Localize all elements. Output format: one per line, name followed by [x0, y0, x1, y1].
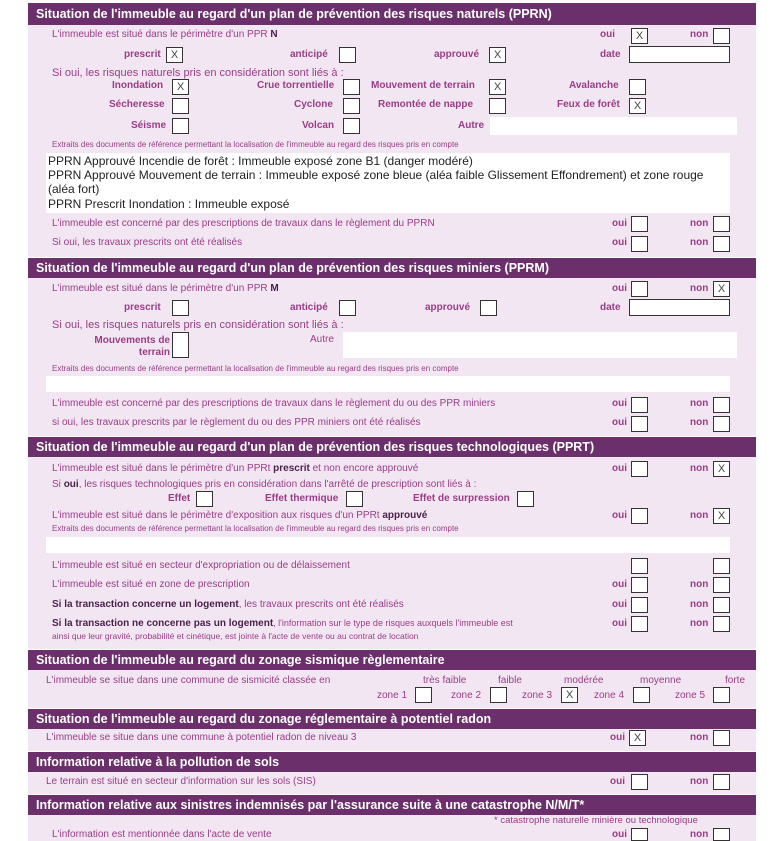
pprn-risk-label: Autre	[458, 120, 485, 131]
sismique-zone-checkbox[interactable]: X	[561, 687, 578, 703]
sinistres-non-label: non	[690, 829, 709, 840]
pprt-oui-label: oui	[612, 463, 627, 474]
pprm-oui-checkbox[interactable]	[631, 281, 648, 297]
pprn-header	[28, 3, 756, 25]
pprn-concerne-oui-checkbox[interactable]	[631, 216, 648, 232]
radon-oui-label: oui	[610, 732, 625, 743]
pprt-pas-logement-oui-label: oui	[612, 618, 627, 629]
pprm-realises-oui-label: oui	[612, 417, 627, 428]
pprm-approuve-checkbox[interactable]	[480, 300, 497, 316]
pprn-risk-checkbox[interactable]: X	[489, 79, 506, 95]
pprt-exposition-oui-label: oui	[612, 510, 627, 521]
pprm-concerne-oui-checkbox[interactable]	[631, 397, 648, 413]
pprn-realises-text: Si oui, les travaux prescrits ont été réalisés	[52, 237, 243, 248]
pprn-risk-label: Sécheresse	[109, 99, 165, 110]
pprt-logement-oui-checkbox[interactable]	[631, 597, 648, 613]
pprn-risk-label: Séisme	[131, 120, 167, 131]
pprm-date-field[interactable]	[629, 299, 730, 316]
pprm-perimetre-m: M	[270, 283, 279, 294]
pprn-risk-checkbox[interactable]: X	[172, 79, 189, 95]
pprt-effet-thermique-checkbox[interactable]	[346, 491, 363, 507]
sismique-level: forte	[725, 675, 746, 686]
pprn-risk-checkbox[interactable]	[172, 118, 189, 134]
pprm-realises-non-checkbox[interactable]	[713, 416, 730, 432]
pprm-concerne-non-checkbox[interactable]	[713, 397, 730, 413]
pprt-pas-logement-non-label: non	[690, 618, 709, 629]
sismique-zone-label: zone 1	[377, 690, 408, 701]
pprt-header	[28, 437, 756, 457]
sismique-zone-checkbox[interactable]	[633, 687, 650, 703]
pprm-extraits-text: Extraits des documents de référence permettant la localisation de l'immeuble au regard des risques pris en compte	[52, 364, 459, 373]
pprm-non-label: non	[690, 283, 709, 294]
pprm-header	[28, 258, 756, 278]
pprn-risk-checkbox[interactable]	[343, 118, 360, 134]
pprn-anticipe-checkbox[interactable]	[339, 47, 356, 63]
pprn-risk-label: Crue torrentielle	[257, 80, 335, 91]
sismique-zone-checkbox[interactable]	[490, 687, 507, 703]
pprn-oui-checkbox[interactable]: X	[631, 28, 648, 44]
pprm-autre-field[interactable]	[343, 332, 737, 358]
pprn-perimetre-text: L'immeuble est situé dans le périmètre d'un PPR N	[52, 29, 278, 40]
pprn-concerne-text: L'immeuble est concerné par des prescriptions de travaux dans le règlement du PPRN	[52, 218, 435, 229]
pprn-autre-field[interactable]	[490, 117, 737, 135]
pprm-prescrit-label: prescrit	[124, 302, 161, 313]
pprn-oui-label: oui	[600, 29, 615, 40]
pprt-exposition-non-checkbox[interactable]: X	[713, 508, 730, 524]
pprt-exposition-non-label: non	[690, 510, 709, 521]
pprt-title: Situation de l'immeuble au regard d'un plan de prévention des risques technologiques (PPRT)	[36, 440, 595, 454]
pprm-autre-label: Autre	[310, 334, 334, 345]
pprn-prescrit-label: prescrit	[124, 49, 161, 60]
pprm-perimetre-text: L'immeuble est situé dans le périmètre d'un PPR M	[52, 283, 279, 294]
sinistres-text: L'information est mentionnée dans l'acte de vente	[52, 829, 272, 840]
sols-oui-label: oui	[610, 776, 625, 787]
pprm-extraits-field[interactable]	[46, 376, 730, 392]
pprt-pas-logement-oui-checkbox[interactable]	[631, 616, 648, 632]
pprt-exposition-text: L'immeuble est situé dans le périmètre d'exposition aux risques d'un PPRt approuvé	[52, 510, 428, 521]
pprn-realises-non-checkbox[interactable]	[713, 236, 730, 252]
sinistres-non-checkbox[interactable]	[713, 828, 730, 841]
pprn-extraits-text: Extraits des documents de référence permettant la localisation de l'immeuble au regard des risques pris en compte	[52, 140, 459, 149]
pprn-note-line: PPRN Approuvé Incendie de forêt : Immeuble exposé zone B1 (danger modéré)	[48, 154, 473, 168]
pprn-risk-checkbox[interactable]	[489, 98, 506, 114]
pprn-approuve-checkbox[interactable]: X	[489, 47, 506, 63]
pprm-si-oui-text: Si oui, les risques naturels pris en considération sont liés à :	[52, 319, 344, 331]
pprm-concerne-oui-label: oui	[612, 398, 627, 409]
pprt-non-label: non	[690, 463, 709, 474]
pprm-title: Situation de l'immeuble au regard d'un plan de prévention des risques miniers (PPRM)	[36, 261, 549, 275]
pprm-anticipe-label: anticipé	[290, 302, 328, 313]
sinistres-oui-checkbox[interactable]	[631, 828, 648, 841]
sinistres-oui-label: oui	[612, 829, 627, 840]
sismique-text: L'immeuble se situe dans une commune de sismicité classée en	[46, 675, 331, 686]
sols-non-label: non	[690, 776, 709, 787]
sinistres-footnote: * catastrophe naturelle minière ou technologique	[494, 815, 698, 826]
pprt-effet-label: Effet	[168, 493, 191, 504]
sinistres-header	[28, 795, 756, 815]
pprn-anticipe-label: anticipé	[290, 49, 328, 60]
pprt-logement-non-label: non	[690, 599, 709, 610]
sols-oui-checkbox[interactable]	[631, 774, 648, 790]
pprn-risk-label: Inondation	[112, 80, 164, 91]
sismique-level: modérée	[564, 675, 604, 686]
pprt-zone-oui-checkbox[interactable]	[631, 577, 648, 593]
sismique-zone-checkbox[interactable]	[415, 687, 432, 703]
pprm-concerne-text: L'immeuble est concerné par des prescriptions de travaux dans le règlement du ou des PPR miniers	[52, 398, 496, 409]
pprm-realises-non-label: non	[690, 417, 709, 428]
pprt-exposition-oui-checkbox[interactable]	[631, 508, 648, 524]
pprt-extraits-field[interactable]	[46, 537, 730, 553]
sismique-title: Situation de l'immeuble au regard du zonage sismique règlementaire	[36, 653, 445, 667]
pprt-perimetre-text: L'immeuble est situé dans le périmètre d'un PPRt prescrit et non encore approuvé	[52, 463, 419, 474]
pprn-risk-label: Volcan	[302, 120, 335, 131]
pprn-risk-label: Remontée de nappe	[378, 99, 474, 110]
radon-text: L'immeuble se situe dans une commune à potentiel radon de niveau 3	[46, 732, 357, 743]
pprm-date-label: date	[600, 302, 621, 313]
pprn-risk-checkbox[interactable]	[343, 79, 360, 95]
pprt-logement-text: Si la transaction concerne un logement, les travaux prescrits ont été réalisés	[52, 599, 404, 610]
pprt-zone-non-checkbox[interactable]	[713, 577, 730, 593]
radon-header	[28, 709, 756, 729]
sols-non-checkbox[interactable]	[713, 774, 730, 790]
pprn-risk-label: Avalanche	[569, 80, 619, 91]
pprn-approuve-label: approuvé	[434, 49, 480, 60]
pprn-risk-checkbox[interactable]	[172, 98, 189, 114]
pprt-pas-logement-text: Si la transaction ne concerne pas un logement, l'information sur le type de risques auxquels l'immeuble est	[52, 618, 513, 629]
sismique-header	[28, 650, 756, 670]
pprt-oui-checkbox[interactable]	[631, 461, 648, 477]
pprn-concerne-non-label: non	[690, 218, 709, 229]
pprn-title: Situation de l'immeuble au regard d'un plan de prévention des risques naturels (PPRN)	[36, 7, 552, 21]
pprt-effet-thermique-label: Effet thermique	[265, 493, 339, 504]
pprm-realises-oui-checkbox[interactable]	[631, 416, 648, 432]
pprn-date-field[interactable]	[629, 46, 730, 63]
pprn-risk-label: Cyclone	[294, 99, 333, 110]
pprt-pas-logement-detail: ainsi que leur gravité, probabilité et cinétique, est jointe à l'acte de vente ou au contrat de location	[52, 631, 419, 641]
pprt-extraits-text: Extraits des documents de référence permettant la localisation de l'immeuble au regard des risques pris en compte	[52, 524, 459, 533]
pprn-note-line: PPRN Approuvé Mouvement de terrain : Immeuble exposé zone bleue (aléa faible Glissement Effondrement) et zone rouge (aléa fort)	[48, 168, 704, 196]
sismique-level: très faible	[423, 675, 467, 686]
pprn-risk-label: Mouvement de terrain	[371, 80, 475, 91]
pprn-realises-oui-label: oui	[612, 237, 627, 248]
pprt-pas-logement-non-checkbox[interactable]	[713, 616, 730, 632]
sols-text: Le terrain est situé en secteur d'information sur les sols (SIS)	[46, 776, 316, 787]
pprn-prescrit-checkbox[interactable]: X	[166, 47, 183, 63]
pprn-realises-non-label: non	[690, 237, 709, 248]
radon-title: Situation de l'immeuble au regard du zonage réglementaire à potentiel radon	[36, 712, 492, 726]
pprn-date-label: date	[600, 49, 621, 60]
pprn-non-checkbox[interactable]	[713, 28, 730, 44]
pprm-mouvements-label: Mouvements de terrain	[94, 335, 170, 358]
sismique-zone-label: zone 4	[594, 690, 625, 701]
radon-non-label: non	[690, 732, 709, 743]
pprn-concerne-oui-label: oui	[612, 218, 627, 229]
pprt-effet-surpression-checkbox[interactable]	[517, 491, 534, 507]
pprn-risk-checkbox[interactable]	[629, 79, 646, 95]
pprn-note-line: PPRN Prescrit Inondation : Immeuble exposé	[48, 197, 290, 211]
pprt-expropriation-oui-checkbox[interactable]	[631, 558, 648, 574]
pprm-non-checkbox[interactable]: X	[713, 281, 730, 297]
pprt-si-oui-text: Si oui, les risques technologiques pris en considération dans l'arrêté de prescription sont liés à :	[52, 479, 477, 490]
pprn-risk-label: Feux de forêt	[557, 99, 620, 110]
sismique-level: faible	[498, 675, 522, 686]
pprn-realises-oui-checkbox[interactable]	[631, 236, 648, 252]
pprn-perimetre-n: N	[270, 29, 278, 40]
pprt-logement-oui-label: oui	[612, 599, 627, 610]
pprm-concerne-non-label: non	[690, 398, 709, 409]
pprn-risk-checkbox[interactable]	[343, 98, 360, 114]
pprt-expropriation-non-checkbox[interactable]	[713, 558, 730, 574]
pprm-prescrit-checkbox[interactable]	[172, 300, 189, 316]
pprt-effet-checkbox[interactable]	[196, 491, 213, 507]
pprn-non-label: non	[690, 29, 709, 40]
pprn-concerne-non-checkbox[interactable]	[713, 216, 730, 232]
pprn-si-oui-text: Si oui, les risques naturels pris en considération sont liés à :	[52, 67, 344, 79]
sols-header	[28, 752, 756, 772]
sols-title: Information relative à la pollution de sols	[36, 755, 280, 769]
sismique-level: moyenne	[640, 675, 682, 686]
pprm-anticipe-checkbox[interactable]	[339, 300, 356, 316]
pprm-mouvements-checkbox[interactable]	[172, 332, 189, 358]
pprm-oui-label: oui	[612, 283, 627, 294]
sismique-zone-label: zone 5	[675, 690, 706, 701]
sismique-zone-label: zone 3	[522, 690, 553, 701]
pprn-risk-checkbox[interactable]: X	[629, 98, 646, 114]
sismique-zone-label: zone 2	[451, 690, 482, 701]
pprm-realises-text: si oui, les travaux prescrits par le règlement du ou des PPR miniers ont été réalisés	[52, 417, 421, 428]
sismique-zone-checkbox[interactable]	[713, 687, 730, 703]
pprt-expropriation-text: L'immeuble est situé en secteur d'expropriation ou de délaissement	[52, 560, 350, 571]
radon-oui-checkbox[interactable]: X	[629, 730, 646, 746]
pprt-logement-non-checkbox[interactable]	[713, 597, 730, 613]
pprm-approuve-label: approuvé	[425, 302, 471, 313]
pprt-effet-surpression-label: Effet de surpression	[413, 493, 510, 504]
pprt-zone-non-label: non	[690, 579, 709, 590]
pprt-zone-prescription-text: L'immeuble est situé en zone de prescription	[52, 579, 250, 590]
radon-non-checkbox[interactable]	[713, 730, 730, 746]
pprt-zone-oui-label: oui	[612, 579, 627, 590]
sinistres-title: Information relative aux sinistres indemnisés par l'assurance suite à une catastrophe N/M/T*	[36, 798, 585, 812]
pprt-non-checkbox[interactable]: X	[713, 461, 730, 477]
